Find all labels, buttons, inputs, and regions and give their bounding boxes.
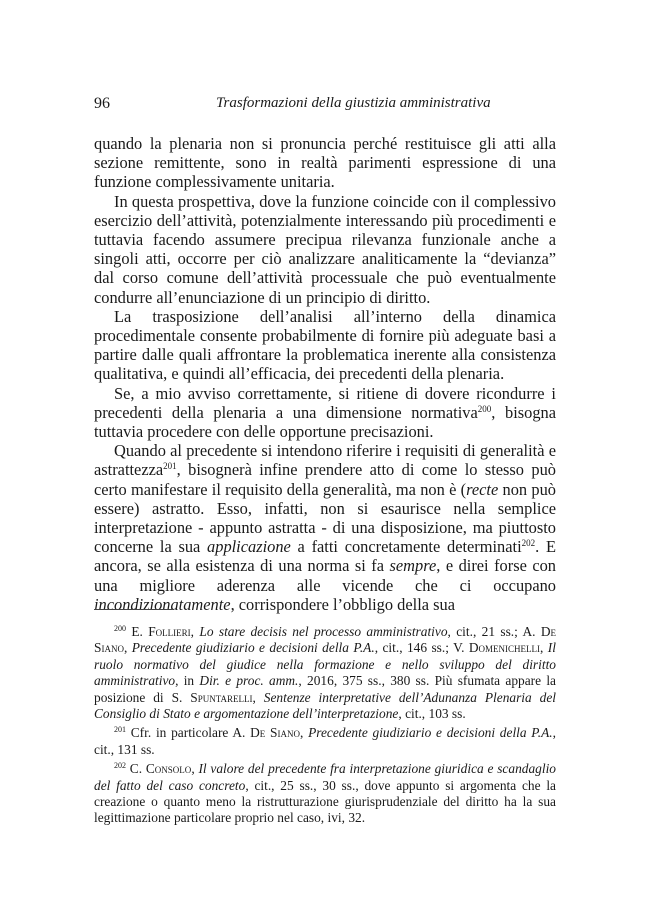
author-name: Spuntarelli — [190, 689, 253, 705]
footnote-ref-200: 200 — [477, 403, 492, 414]
body-text — [94, 134, 556, 614]
footnote-text: , cit., 25 ss., 30 ss., dove appunto si argomenta che la creazione o quanto meno la ristrutturazione giurisprudenziale del diritto ha la sua legittimazione particolare proprio nel caso, ivi, 32. — [94, 777, 556, 826]
paragraph-2: In questa prospettiva, dove la funzione coincide con il complessivo esercizio dell’attività, potenzialmente interessando più procedimenti e tuttavia facendo assumere precipua rilevanza funzionale anche a singoli atti, occorre per ciò analizzare analiticamente la “devianza” dal corso comune dell’attività processuale che può eventualmente condurre all’enunciazione di un principio di diritto. — [94, 191, 556, 307]
paragraph-5-text-d — [291, 537, 535, 556]
footnote-text: , — [252, 689, 264, 705]
paragraph-5-text-a: Quando al precedente si intendono riferire i requisiti di generalità e astrattezza — [94, 441, 556, 480]
emphasis-sempre: sempre — [389, 556, 437, 576]
footnote-text: , — [123, 640, 132, 656]
footnote-separator — [94, 609, 172, 610]
work-title: Precedente giudiziario e decisioni della P.A. — [131, 640, 375, 656]
footnote-text: , in — [175, 673, 200, 689]
footnote-number: 202 — [114, 761, 126, 771]
footnote-text: C. — [129, 761, 146, 777]
footnote-200 — [94, 624, 556, 722]
paragraph-5-text-b: , bisognerà infine prendere atto di come lo stesso può certo manifestare il requisito della generalità, ma non è ( — [94, 460, 556, 499]
page-header — [94, 95, 556, 115]
paragraph-5-text-f: , e direi forse con una migliore aderenza alle vicende che ci occupano — [94, 556, 557, 595]
footnote-201 — [94, 725, 556, 758]
footnote-text: , — [540, 640, 548, 656]
work-title: Il ruolo normativo del giudice nella formazione e nello sviluppo del diritto amministrativo — [94, 640, 556, 689]
paragraph-1: quando la plenaria non si pronuncia perché restituisce gli atti alla sezione remittente, sono in realtà parimenti espressione di una funzione complessivamente unitaria. — [94, 134, 556, 192]
author-name: Domenichelli — [468, 640, 541, 656]
footnote-text: , cit., 21 ss.; A. — [447, 624, 541, 639]
running-title: Trasformazioni della giustizia amministrativa — [216, 95, 491, 111]
footnote-text: E. — [131, 624, 149, 639]
paragraph-4 — [94, 384, 556, 442]
paragraph-5-text-g: , corrispondere l’obbligo della sua — [230, 594, 455, 614]
page-number: 96 — [94, 95, 110, 112]
emphasis-applicazione: applicazione — [207, 537, 291, 557]
paragraph-3: La trasposizione dell’analisi all’interno della dinamica procedimentale consente probabilmente di fornire più adeguate basi a partire dalle quali affrontare la problematica inerente alla consistenza qualitativa, e quindi all’efficacia, dei precedenti della plenaria. — [94, 306, 556, 384]
author-name: Consolo — [145, 761, 192, 777]
footnote-number: 201 — [114, 725, 126, 735]
footnote-ref-202: 202 — [521, 538, 536, 549]
footnote-text: , cit., 103 ss. — [398, 706, 466, 722]
author-name: Follieri — [148, 624, 191, 639]
footnote-number: 200 — [114, 624, 126, 633]
emphasis-incondizionatamente: incondizionatamente — [94, 594, 231, 614]
paragraph-4-text-b: , bisogna tuttavia procedere con delle opportune precisazioni. — [94, 402, 557, 442]
work-title: Sentenze interpretative dell’Adunanza Plenaria del Consiglio di Stato e argomentazione dell’interpretazione — [94, 689, 556, 722]
work-title: Precedente giudiziario e decisioni della P.A. — [308, 725, 553, 741]
footnote-text: , — [190, 624, 200, 639]
footnote-text: , cit., 131 ss. — [94, 725, 556, 757]
footnote-ref-201: 201 — [163, 461, 177, 472]
footnote-202 — [94, 761, 556, 827]
footnote-text: , cit., 146 ss.; V. — [374, 640, 469, 656]
paragraph-5-text-d-inner: a fatti concretamente determinati — [290, 537, 522, 557]
paragraph-4-text-a: Se, a mio avviso correttamente, si ritiene di dovere ricondurre i precedenti della plenaria a una dimensione normativa — [94, 383, 556, 422]
paragraph-5 — [94, 441, 556, 614]
footnote-text: , 2016, 375 ss., 380 ss. Più sfumata appare la posizione di S. — [94, 673, 556, 705]
footnotes — [94, 624, 556, 830]
footnote-text: Cfr. in particolare A. — [130, 725, 251, 741]
work-title: Lo stare decisis nel processo amministrativo — [199, 624, 448, 639]
work-title: Il valore del precedente fra interpretazione giuridica e scandaglio del fatto del caso concreto — [94, 761, 556, 793]
footnote-text: , — [191, 761, 199, 777]
footnote-text: , — [299, 725, 309, 741]
author-name: De Siano — [94, 624, 557, 656]
emphasis-recte: recte — [466, 479, 499, 499]
paragraph-5-text-c: non può essere) astratto. Esso, infatti, non si esaurisce nella semplice interpretazione - appunto astratta - di una disposizione, ma piuttosto concerne la sua — [94, 479, 556, 557]
paragraph-5-text-e: . E ancora, se alla esistenza di una norma si fa — [94, 537, 556, 576]
journal-title: Dir. e proc. amm. — [199, 673, 299, 689]
author-name: De Siano — [250, 725, 300, 741]
